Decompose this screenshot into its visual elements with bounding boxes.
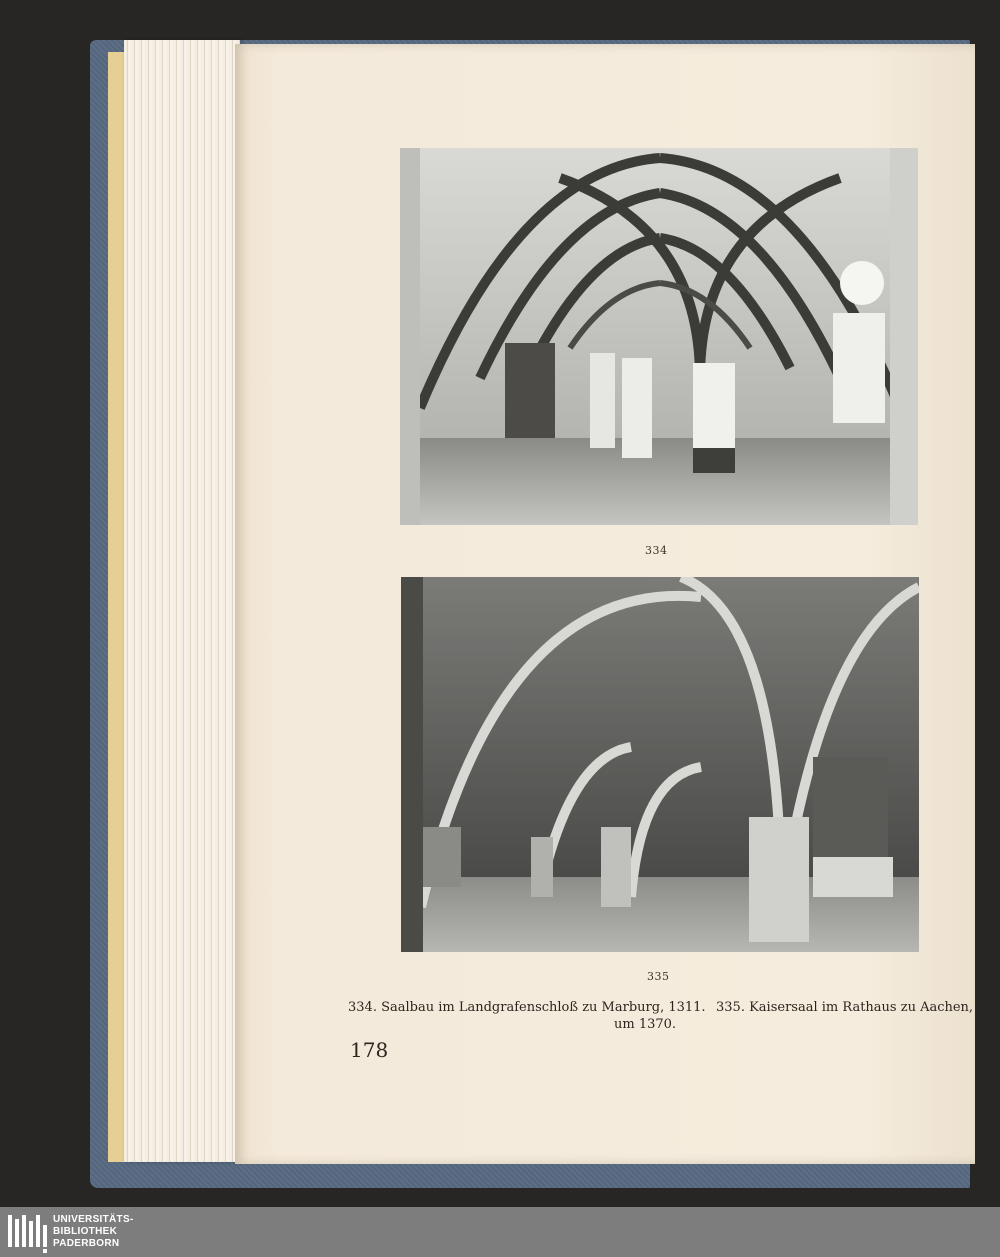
library-footer-bar xyxy=(0,1207,1000,1257)
photo-figure-334 xyxy=(400,148,918,525)
logo-line-3: PADERBORN xyxy=(53,1238,120,1249)
caption-figure-334-continued: um 1370. xyxy=(614,1017,677,1032)
library-logo-icon xyxy=(8,1215,48,1253)
figure-number-335: 335 xyxy=(647,970,670,983)
photo-figure-335 xyxy=(401,577,919,952)
caption-figure-334: 334. Saalbau im Landgrafenschloß zu Marburg, 1311. xyxy=(348,1000,706,1015)
caption-figure-335: 335. Kaisersaal im Rathaus zu Aachen, xyxy=(716,1000,974,1015)
page-edges xyxy=(124,40,240,1162)
logo-line-2: BIBLIOTHEK xyxy=(53,1226,118,1237)
logo-line-1: UNIVERSITÄTS- xyxy=(53,1214,134,1225)
figure-number-334: 334 xyxy=(645,544,668,557)
page-number: 178 xyxy=(350,1038,389,1062)
library-logo-text xyxy=(53,1214,134,1250)
